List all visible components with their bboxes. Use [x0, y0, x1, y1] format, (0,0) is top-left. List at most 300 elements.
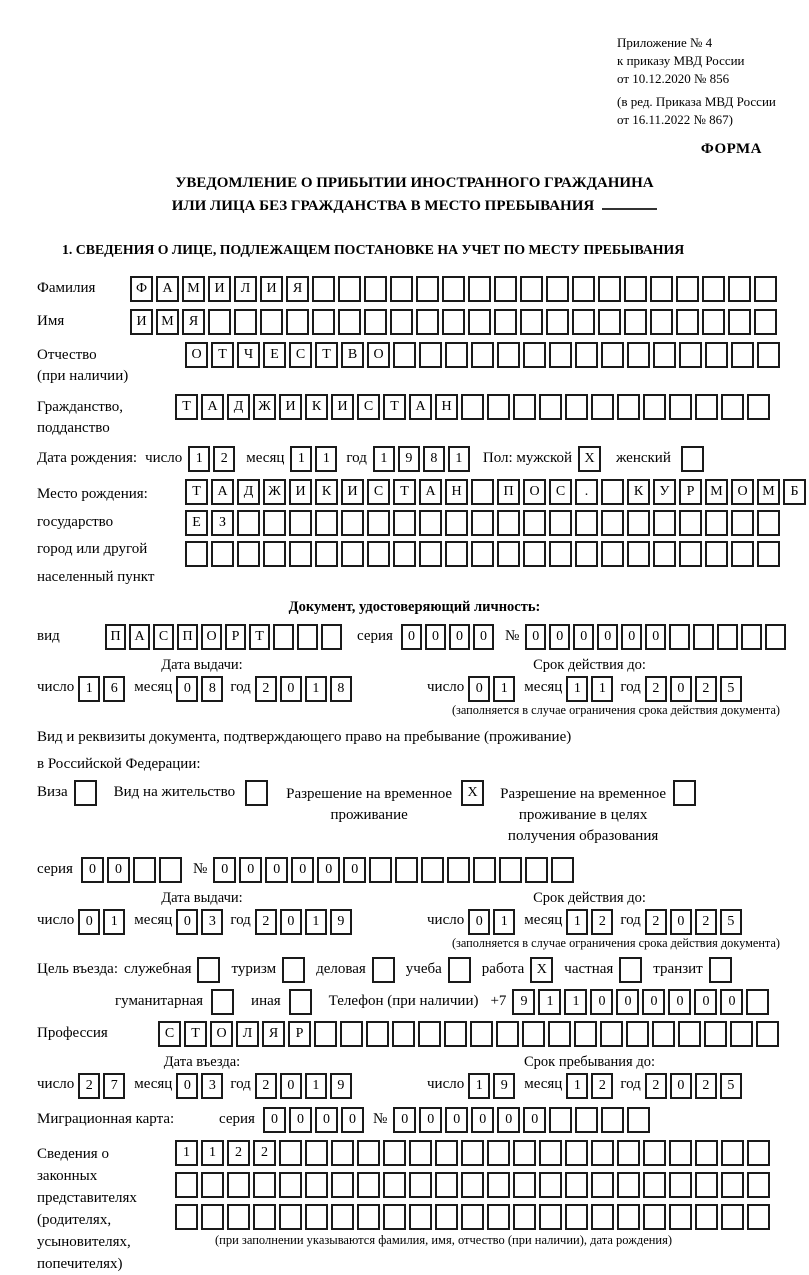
representative-cell[interactable]: 1	[201, 1140, 224, 1166]
patronymic-cell[interactable]	[653, 342, 676, 368]
phone-digit-cell[interactable]: 1	[538, 989, 561, 1015]
representative-cell[interactable]	[357, 1140, 380, 1166]
representative-cell[interactable]	[643, 1172, 666, 1198]
birthplace-cell[interactable]: К	[627, 479, 650, 505]
citizenship-cell[interactable]: А	[201, 394, 224, 420]
birthplace-cell[interactable]	[757, 510, 780, 536]
surname-cell[interactable]: М	[182, 276, 205, 302]
patronymic-cell[interactable]: О	[367, 342, 390, 368]
residence-series-cell[interactable]	[133, 857, 156, 883]
surname-cell[interactable]	[650, 276, 673, 302]
surname-cell[interactable]	[676, 276, 699, 302]
representative-cell[interactable]	[331, 1172, 354, 1198]
doc-series-cell[interactable]: 0	[401, 624, 422, 650]
migration-number-cell[interactable]	[601, 1107, 624, 1133]
doc-number-cell[interactable]: 0	[549, 624, 570, 650]
representative-cell[interactable]	[487, 1140, 510, 1166]
profession-cell[interactable]	[626, 1021, 649, 1047]
doc-type-cell[interactable]: С	[153, 624, 174, 650]
patronymic-cell[interactable]: О	[185, 342, 208, 368]
doc-number-cell[interactable]	[693, 624, 714, 650]
representative-cell[interactable]	[383, 1140, 406, 1166]
name-cell[interactable]	[442, 309, 465, 335]
profession-cell[interactable]: Р	[288, 1021, 311, 1047]
representative-cell[interactable]	[279, 1172, 302, 1198]
representative-cell[interactable]	[383, 1172, 406, 1198]
profession-cell[interactable]	[366, 1021, 389, 1047]
representative-cell[interactable]	[305, 1204, 328, 1230]
representative-cell[interactable]	[435, 1172, 458, 1198]
residence-number-cell[interactable]: 0	[291, 857, 314, 883]
citizenship-cell[interactable]	[669, 394, 692, 420]
birthplace-cell[interactable]	[367, 541, 390, 567]
birthplace-cell[interactable]	[315, 541, 338, 567]
doc-number-cell[interactable]	[669, 624, 690, 650]
patronymic-cell[interactable]: Ч	[237, 342, 260, 368]
temp-permit-checkbox[interactable]: X	[461, 780, 484, 806]
patronymic-cell[interactable]	[549, 342, 572, 368]
name-cell[interactable]	[338, 309, 361, 335]
phone-digit-cell[interactable]: 9	[512, 989, 535, 1015]
patronymic-cell[interactable]	[731, 342, 754, 368]
residence-issue-year-cell[interactable]: 1	[305, 909, 327, 935]
stay-day-cell[interactable]: 9	[493, 1073, 515, 1099]
migration-number-cell[interactable]	[549, 1107, 572, 1133]
residence-number-cell[interactable]	[369, 857, 392, 883]
birthplace-cell[interactable]	[289, 510, 312, 536]
citizenship-cell[interactable]: Ж	[253, 394, 276, 420]
migration-series-cell[interactable]: 0	[315, 1107, 338, 1133]
issue-year-cell[interactable]: 0	[280, 676, 302, 702]
doc-number-cell[interactable]: 0	[621, 624, 642, 650]
citizenship-cell[interactable]	[513, 394, 536, 420]
surname-cell[interactable]	[702, 276, 725, 302]
representative-cell[interactable]: 1	[175, 1140, 198, 1166]
birthplace-cell[interactable]	[549, 510, 572, 536]
birth-month-cell[interactable]: 1	[315, 446, 337, 472]
profession-cell[interactable]	[574, 1021, 597, 1047]
citizenship-cell[interactable]	[617, 394, 640, 420]
name-cell[interactable]: И	[130, 309, 153, 335]
representative-cell[interactable]	[565, 1172, 588, 1198]
representative-cell[interactable]	[617, 1172, 640, 1198]
birthplace-cell[interactable]: Т	[393, 479, 416, 505]
doc-type-cell[interactable]: П	[177, 624, 198, 650]
profession-cell[interactable]: С	[158, 1021, 181, 1047]
profession-cell[interactable]	[678, 1021, 701, 1047]
birthplace-cell[interactable]: С	[549, 479, 572, 505]
entry-year-cell[interactable]: 9	[330, 1073, 352, 1099]
birthplace-cell[interactable]	[263, 510, 286, 536]
birthplace-cell[interactable]: М	[757, 479, 780, 505]
name-cell[interactable]	[754, 309, 777, 335]
profession-cell[interactable]	[652, 1021, 675, 1047]
migration-number-cell[interactable]	[575, 1107, 598, 1133]
birthplace-cell[interactable]	[341, 510, 364, 536]
residence-number-cell[interactable]	[551, 857, 574, 883]
name-cell[interactable]	[208, 309, 231, 335]
surname-cell[interactable]: А	[156, 276, 179, 302]
representative-cell[interactable]	[175, 1204, 198, 1230]
residence-number-cell[interactable]: 0	[317, 857, 340, 883]
stay-year-cell[interactable]: 2	[645, 1073, 667, 1099]
doc-type-cell[interactable]: Т	[249, 624, 270, 650]
doc-type-cell[interactable]: А	[129, 624, 150, 650]
representative-cell[interactable]	[357, 1172, 380, 1198]
representative-cell[interactable]: 2	[227, 1140, 250, 1166]
representative-cell[interactable]: 2	[253, 1140, 276, 1166]
phone-digit-cell[interactable]: 0	[668, 989, 691, 1015]
entry-month-cell[interactable]: 3	[201, 1073, 223, 1099]
doc-series-cell[interactable]: 0	[449, 624, 470, 650]
birthplace-cell[interactable]: Р	[679, 479, 702, 505]
citizenship-cell[interactable]: С	[357, 394, 380, 420]
name-cell[interactable]	[364, 309, 387, 335]
representative-cell[interactable]	[227, 1172, 250, 1198]
birthplace-cell[interactable]	[601, 510, 624, 536]
citizenship-cell[interactable]: Н	[435, 394, 458, 420]
profession-cell[interactable]	[392, 1021, 415, 1047]
residence-number-cell[interactable]	[395, 857, 418, 883]
citizenship-cell[interactable]	[643, 394, 666, 420]
doc-number-cell[interactable]	[765, 624, 786, 650]
representative-cell[interactable]	[669, 1172, 692, 1198]
representative-cell[interactable]	[201, 1172, 224, 1198]
stay-year-cell[interactable]: 0	[670, 1073, 692, 1099]
patronymic-cell[interactable]	[679, 342, 702, 368]
visa-checkbox[interactable]	[74, 780, 97, 806]
representative-cell[interactable]	[565, 1140, 588, 1166]
representative-cell[interactable]	[279, 1204, 302, 1230]
edu-permit-checkbox[interactable]	[673, 780, 696, 806]
birth-day-cell[interactable]: 2	[213, 446, 235, 472]
citizenship-cell[interactable]	[539, 394, 562, 420]
name-cell[interactable]	[650, 309, 673, 335]
doc-number-cell[interactable]: 0	[597, 624, 618, 650]
birthplace-cell[interactable]	[419, 541, 442, 567]
name-cell[interactable]	[520, 309, 543, 335]
birthplace-cell[interactable]	[315, 510, 338, 536]
representative-cell[interactable]	[305, 1172, 328, 1198]
profession-cell[interactable]	[548, 1021, 571, 1047]
residence-issue-year-cell[interactable]: 9	[330, 909, 352, 935]
birthplace-cell[interactable]	[679, 541, 702, 567]
representative-cell[interactable]	[643, 1204, 666, 1230]
doc-type-cell[interactable]: Р	[225, 624, 246, 650]
purpose-study-checkbox[interactable]	[448, 957, 471, 983]
representative-cell[interactable]	[591, 1140, 614, 1166]
representative-cell[interactable]	[461, 1172, 484, 1198]
representative-cell[interactable]	[539, 1172, 562, 1198]
name-cell[interactable]	[572, 309, 595, 335]
citizenship-cell[interactable]: И	[331, 394, 354, 420]
birthplace-cell[interactable]	[757, 541, 780, 567]
name-cell[interactable]	[728, 309, 751, 335]
representative-cell[interactable]	[461, 1140, 484, 1166]
birthplace-cell[interactable]	[471, 541, 494, 567]
birthplace-cell[interactable]	[705, 510, 728, 536]
representative-cell[interactable]	[591, 1172, 614, 1198]
representative-cell[interactable]	[435, 1140, 458, 1166]
birthplace-cell[interactable]	[575, 541, 598, 567]
representative-cell[interactable]	[331, 1140, 354, 1166]
patronymic-cell[interactable]	[445, 342, 468, 368]
birthplace-cell[interactable]	[497, 541, 520, 567]
expiry-day-cell[interactable]: 1	[493, 676, 515, 702]
representative-cell[interactable]	[513, 1204, 536, 1230]
birthplace-cell[interactable]	[523, 541, 546, 567]
surname-cell[interactable]	[728, 276, 751, 302]
birthplace-cell[interactable]	[185, 541, 208, 567]
birthplace-cell[interactable]	[601, 479, 624, 505]
birthplace-cell[interactable]: У	[653, 479, 676, 505]
residence-expiry-year-cell[interactable]: 2	[695, 909, 717, 935]
name-cell[interactable]: М	[156, 309, 179, 335]
birthplace-cell[interactable]: К	[315, 479, 338, 505]
birthplace-cell[interactable]	[289, 541, 312, 567]
phone-digit-cell[interactable]: 0	[720, 989, 743, 1015]
residence-number-cell[interactable]	[421, 857, 444, 883]
entry-year-cell[interactable]: 1	[305, 1073, 327, 1099]
profession-cell[interactable]	[600, 1021, 623, 1047]
birthplace-cell[interactable]: И	[341, 479, 364, 505]
name-cell[interactable]	[676, 309, 699, 335]
residence-issue-month-cell[interactable]: 3	[201, 909, 223, 935]
residence-number-cell[interactable]: 0	[265, 857, 288, 883]
sex-male-checkbox[interactable]: X	[578, 446, 601, 472]
representative-cell[interactable]	[539, 1140, 562, 1166]
purpose-official-checkbox[interactable]	[197, 957, 220, 983]
stay-month-cell[interactable]: 2	[591, 1073, 613, 1099]
representative-cell[interactable]	[253, 1204, 276, 1230]
residence-number-cell[interactable]: 0	[239, 857, 262, 883]
representative-cell[interactable]	[461, 1204, 484, 1230]
representative-cell[interactable]	[227, 1204, 250, 1230]
residence-issue-year-cell[interactable]: 2	[255, 909, 277, 935]
birthplace-cell[interactable]: О	[731, 479, 754, 505]
birthplace-cell[interactable]	[731, 510, 754, 536]
purpose-other-checkbox[interactable]	[289, 989, 312, 1015]
doc-type-cell[interactable]	[297, 624, 318, 650]
birthplace-cell[interactable]	[211, 541, 234, 567]
citizenship-cell[interactable]: Д	[227, 394, 250, 420]
doc-type-cell[interactable]	[321, 624, 342, 650]
stay-month-cell[interactable]: 1	[566, 1073, 588, 1099]
birthplace-cell[interactable]	[393, 510, 416, 536]
phone-digit-cell[interactable]: 1	[564, 989, 587, 1015]
representative-cell[interactable]	[487, 1204, 510, 1230]
birthplace-cell[interactable]: О	[523, 479, 546, 505]
birthplace-cell[interactable]: И	[289, 479, 312, 505]
residence-issue-day-cell[interactable]: 1	[103, 909, 125, 935]
birthplace-cell[interactable]: Е	[185, 510, 208, 536]
expiry-day-cell[interactable]: 0	[468, 676, 490, 702]
entry-month-cell[interactable]: 0	[176, 1073, 198, 1099]
residence-permit-checkbox[interactable]	[245, 780, 268, 806]
birth-year-cell[interactable]: 1	[373, 446, 395, 472]
representative-cell[interactable]	[565, 1204, 588, 1230]
citizenship-cell[interactable]: Т	[175, 394, 198, 420]
profession-cell[interactable]	[730, 1021, 753, 1047]
surname-cell[interactable]: Ф	[130, 276, 153, 302]
stay-year-cell[interactable]: 2	[695, 1073, 717, 1099]
name-cell[interactable]	[416, 309, 439, 335]
citizenship-cell[interactable]	[487, 394, 510, 420]
issue-year-cell[interactable]: 8	[330, 676, 352, 702]
name-cell[interactable]	[598, 309, 621, 335]
migration-number-cell[interactable]: 0	[523, 1107, 546, 1133]
issue-year-cell[interactable]: 2	[255, 676, 277, 702]
surname-cell[interactable]	[390, 276, 413, 302]
expiry-month-cell[interactable]: 1	[566, 676, 588, 702]
citizenship-cell[interactable]: А	[409, 394, 432, 420]
birthplace-cell[interactable]	[705, 541, 728, 567]
name-cell[interactable]	[234, 309, 257, 335]
migration-series-cell[interactable]: 0	[263, 1107, 286, 1133]
issue-year-cell[interactable]: 1	[305, 676, 327, 702]
doc-type-cell[interactable]: П	[105, 624, 126, 650]
birthplace-cell[interactable]: Н	[445, 479, 468, 505]
doc-number-cell[interactable]	[717, 624, 738, 650]
representative-cell[interactable]	[721, 1204, 744, 1230]
doc-type-cell[interactable]	[273, 624, 294, 650]
residence-series-cell[interactable]: 0	[107, 857, 130, 883]
birth-day-cell[interactable]: 1	[188, 446, 210, 472]
doc-number-cell[interactable]: 0	[573, 624, 594, 650]
representative-cell[interactable]	[617, 1204, 640, 1230]
birthplace-cell[interactable]	[549, 541, 572, 567]
surname-cell[interactable]	[598, 276, 621, 302]
surname-cell[interactable]	[494, 276, 517, 302]
profession-cell[interactable]	[470, 1021, 493, 1047]
birthplace-cell[interactable]	[237, 541, 260, 567]
profession-cell[interactable]	[444, 1021, 467, 1047]
citizenship-cell[interactable]: К	[305, 394, 328, 420]
birthplace-cell[interactable]	[731, 541, 754, 567]
residence-issue-year-cell[interactable]: 0	[280, 909, 302, 935]
surname-cell[interactable]	[312, 276, 335, 302]
birth-year-cell[interactable]: 8	[423, 446, 445, 472]
representative-cell[interactable]	[591, 1204, 614, 1230]
residence-number-cell[interactable]	[447, 857, 470, 883]
representative-cell[interactable]	[253, 1172, 276, 1198]
surname-cell[interactable]	[754, 276, 777, 302]
birthplace-cell[interactable]	[367, 510, 390, 536]
birthplace-cell[interactable]	[523, 510, 546, 536]
migration-number-cell[interactable]: 0	[497, 1107, 520, 1133]
doc-number-cell[interactable]	[741, 624, 762, 650]
birthplace-cell[interactable]: М	[705, 479, 728, 505]
birthplace-cell[interactable]: Ж	[263, 479, 286, 505]
profession-cell[interactable]: Т	[184, 1021, 207, 1047]
representative-cell[interactable]	[721, 1172, 744, 1198]
residence-series-cell[interactable]	[159, 857, 182, 883]
entry-year-cell[interactable]: 2	[255, 1073, 277, 1099]
patronymic-cell[interactable]: Е	[263, 342, 286, 368]
doc-series-cell[interactable]: 0	[425, 624, 446, 650]
purpose-work-checkbox[interactable]: X	[530, 957, 553, 983]
name-cell[interactable]: Я	[182, 309, 205, 335]
birthplace-cell[interactable]	[263, 541, 286, 567]
purpose-business-checkbox[interactable]	[372, 957, 395, 983]
residence-expiry-month-cell[interactable]: 2	[591, 909, 613, 935]
representative-cell[interactable]	[409, 1172, 432, 1198]
representative-cell[interactable]	[721, 1140, 744, 1166]
residence-expiry-year-cell[interactable]: 2	[645, 909, 667, 935]
doc-series-cell[interactable]: 0	[473, 624, 494, 650]
citizenship-cell[interactable]	[747, 394, 770, 420]
birthplace-cell[interactable]	[471, 510, 494, 536]
patronymic-cell[interactable]: В	[341, 342, 364, 368]
patronymic-cell[interactable]: Т	[315, 342, 338, 368]
phone-digit-cell[interactable]: 0	[642, 989, 665, 1015]
migration-series-cell[interactable]: 0	[289, 1107, 312, 1133]
phone-digit-cell[interactable]: 0	[590, 989, 613, 1015]
birthplace-cell[interactable]: П	[497, 479, 520, 505]
representative-cell[interactable]	[747, 1172, 770, 1198]
surname-cell[interactable]	[416, 276, 439, 302]
citizenship-cell[interactable]: Т	[383, 394, 406, 420]
birthplace-cell[interactable]	[393, 541, 416, 567]
migration-number-cell[interactable]: 0	[419, 1107, 442, 1133]
representative-cell[interactable]	[357, 1204, 380, 1230]
purpose-transit-checkbox[interactable]	[709, 957, 732, 983]
surname-cell[interactable]: Л	[234, 276, 257, 302]
representative-cell[interactable]	[669, 1140, 692, 1166]
name-cell[interactable]	[546, 309, 569, 335]
representative-cell[interactable]	[695, 1204, 718, 1230]
profession-cell[interactable]: Я	[262, 1021, 285, 1047]
issue-day-cell[interactable]: 6	[103, 676, 125, 702]
migration-series-cell[interactable]: 0	[341, 1107, 364, 1133]
profession-cell[interactable]: Л	[236, 1021, 259, 1047]
residence-number-cell[interactable]: 0	[213, 857, 236, 883]
name-cell[interactable]	[702, 309, 725, 335]
patronymic-cell[interactable]	[627, 342, 650, 368]
doc-number-cell[interactable]: 0	[525, 624, 546, 650]
birthplace-cell[interactable]	[471, 479, 494, 505]
migration-number-cell[interactable]: 0	[445, 1107, 468, 1133]
residence-expiry-day-cell[interactable]: 1	[493, 909, 515, 935]
patronymic-cell[interactable]	[393, 342, 416, 368]
representative-cell[interactable]	[409, 1140, 432, 1166]
representative-cell[interactable]	[747, 1204, 770, 1230]
citizenship-cell[interactable]	[461, 394, 484, 420]
surname-cell[interactable]: И	[208, 276, 231, 302]
residence-number-cell[interactable]	[499, 857, 522, 883]
birthplace-cell[interactable]	[341, 541, 364, 567]
citizenship-cell[interactable]	[565, 394, 588, 420]
birthplace-cell[interactable]	[575, 510, 598, 536]
birthplace-cell[interactable]	[497, 510, 520, 536]
surname-cell[interactable]	[572, 276, 595, 302]
representative-cell[interactable]	[669, 1204, 692, 1230]
representative-cell[interactable]	[331, 1204, 354, 1230]
surname-cell[interactable]	[468, 276, 491, 302]
patronymic-cell[interactable]	[705, 342, 728, 368]
patronymic-cell[interactable]	[601, 342, 624, 368]
representative-cell[interactable]	[279, 1140, 302, 1166]
patronymic-cell[interactable]	[575, 342, 598, 368]
residence-series-cell[interactable]: 0	[81, 857, 104, 883]
migration-number-cell[interactable]	[627, 1107, 650, 1133]
birthplace-cell[interactable]	[653, 541, 676, 567]
name-cell[interactable]	[624, 309, 647, 335]
representative-cell[interactable]	[409, 1204, 432, 1230]
birthplace-cell[interactable]	[601, 541, 624, 567]
representative-cell[interactable]	[175, 1172, 198, 1198]
birthplace-cell[interactable]: С	[367, 479, 390, 505]
